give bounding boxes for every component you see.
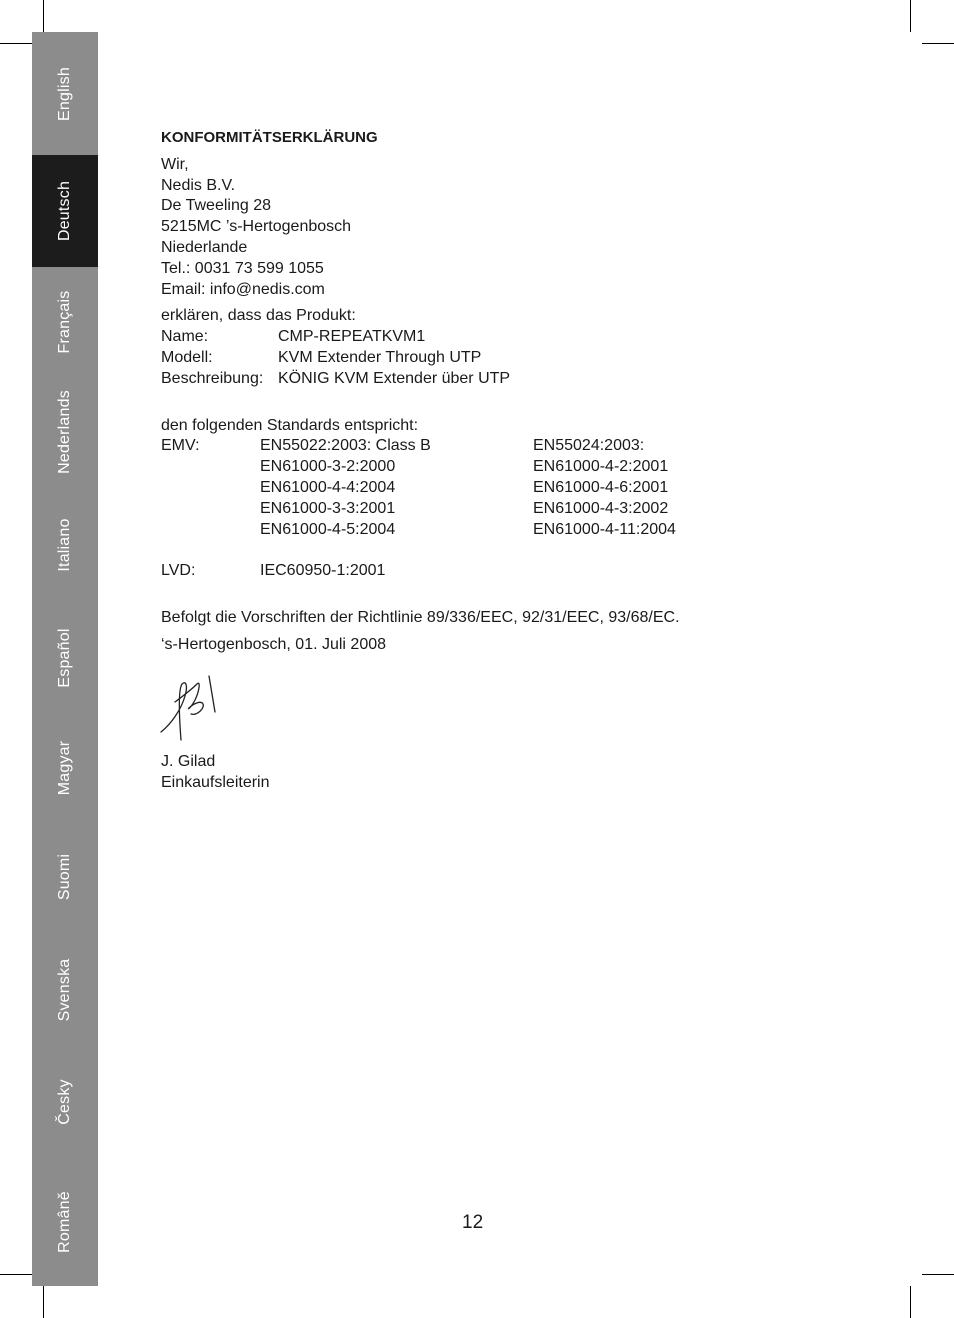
standard-value: EN55022:2003: Class B bbox=[260, 437, 431, 455]
address-line: Nedis B.V. bbox=[161, 176, 236, 194]
crop-mark bbox=[910, 0, 911, 32]
product-row bbox=[161, 348, 861, 369]
product-key: Modell: bbox=[161, 348, 213, 366]
declaration-heading: KONFORMITÄTSERKLÄRUNG bbox=[161, 129, 378, 146]
signature bbox=[157, 670, 231, 744]
signatory-title: Einkaufsleiterin bbox=[161, 773, 270, 791]
lvd-row bbox=[161, 561, 861, 582]
directive-text: Befolgt die Vorschriften der Richtlinie 89/336/EEC, 92/31/EEC, 93/68/EC. bbox=[161, 609, 680, 627]
tab-suomi[interactable] bbox=[32, 822, 98, 932]
tab-english[interactable] bbox=[32, 32, 98, 155]
tab-label: Deutsch bbox=[56, 180, 73, 242]
tab-francais[interactable] bbox=[32, 267, 98, 377]
tab-italiano[interactable] bbox=[32, 487, 98, 602]
tab-label: Svenska bbox=[56, 958, 73, 1021]
product-value: KVM Extender Through UTP bbox=[278, 348, 482, 366]
product-key: Beschreibung: bbox=[161, 369, 264, 387]
tab-label: Româně bbox=[56, 1190, 73, 1253]
tab-label: Magyar bbox=[56, 740, 73, 796]
address-line: De Tweeling 28 bbox=[161, 197, 271, 215]
manufacturer-address bbox=[161, 155, 861, 301]
standard-value: EN61000-4-2:2001 bbox=[533, 458, 669, 476]
tab-espanol[interactable] bbox=[32, 602, 98, 714]
product-key: Name: bbox=[161, 328, 209, 346]
tab-nederlands[interactable] bbox=[32, 377, 98, 487]
tab-label: Česky bbox=[56, 1079, 73, 1125]
standard-value: EN61000-4-6:2001 bbox=[533, 478, 669, 496]
tab-label: Nederlands bbox=[56, 390, 73, 474]
address-line: Email: info@nedis.com bbox=[161, 280, 325, 298]
tab-deutsch[interactable] bbox=[32, 155, 98, 267]
crop-mark bbox=[910, 1286, 911, 1318]
page-number: 12 bbox=[462, 1212, 484, 1233]
tab-label: Français bbox=[56, 290, 73, 354]
lvd-value: IEC60950-1:2001 bbox=[260, 562, 386, 580]
tab-label: Suomi bbox=[56, 853, 73, 901]
product-value: KÖNIG KVM Extender über UTP bbox=[278, 369, 511, 387]
address-line: Tel.: 0031 73 599 1055 bbox=[161, 259, 324, 277]
emv-row bbox=[161, 520, 861, 541]
address-line: Niederlande bbox=[161, 238, 248, 256]
standard-value: EN61000-4-3:2002 bbox=[533, 499, 669, 517]
emv-row bbox=[161, 436, 861, 457]
tab-cesky[interactable] bbox=[32, 1047, 98, 1157]
crop-mark bbox=[43, 0, 44, 32]
lvd-label: LVD: bbox=[161, 562, 196, 580]
crop-mark bbox=[0, 1274, 32, 1275]
product-value: CMP-REPEATKVM1 bbox=[278, 328, 426, 346]
tab-label: Italiano bbox=[56, 517, 73, 572]
crop-mark bbox=[43, 1286, 44, 1318]
crop-mark bbox=[0, 43, 32, 44]
address-line: 5215MC ’s-Hertogenbosch bbox=[161, 218, 352, 236]
tab-label: English bbox=[56, 66, 73, 121]
standard-value: EN61000-3-2:2000 bbox=[260, 458, 396, 476]
crop-mark bbox=[922, 1274, 954, 1275]
emv-row bbox=[161, 499, 861, 520]
tab-magyar[interactable] bbox=[32, 714, 98, 822]
tab-label: Español bbox=[56, 628, 73, 688]
standard-value: EN61000-4-5:2004 bbox=[260, 520, 396, 538]
declaration-content bbox=[161, 128, 861, 793]
emv-label: EMV: bbox=[161, 437, 200, 455]
address-line: Wir, bbox=[161, 155, 189, 173]
crop-mark bbox=[922, 43, 954, 44]
standard-value: EN61000-3-3:2001 bbox=[260, 499, 396, 517]
tab-romana[interactable] bbox=[32, 1157, 98, 1286]
declare-intro: erklären, dass das Produkt: bbox=[161, 307, 356, 325]
emv-row bbox=[161, 457, 861, 478]
standard-value: EN55024:2003: bbox=[533, 437, 645, 455]
signatory-name: J. Gilad bbox=[161, 752, 216, 770]
product-row bbox=[161, 327, 861, 348]
emv-row bbox=[161, 478, 861, 499]
standard-value: EN61000-4-11:2004 bbox=[533, 520, 676, 538]
standard-value: EN61000-4-4:2004 bbox=[260, 478, 396, 496]
language-sidebar bbox=[32, 32, 98, 1286]
standards-intro: den folgenden Standards entspricht: bbox=[161, 416, 419, 434]
tab-svenska[interactable] bbox=[32, 932, 98, 1047]
product-row bbox=[161, 369, 861, 390]
place-date: ‘s-Hertogenbosch, 01. Juli 2008 bbox=[161, 635, 387, 653]
